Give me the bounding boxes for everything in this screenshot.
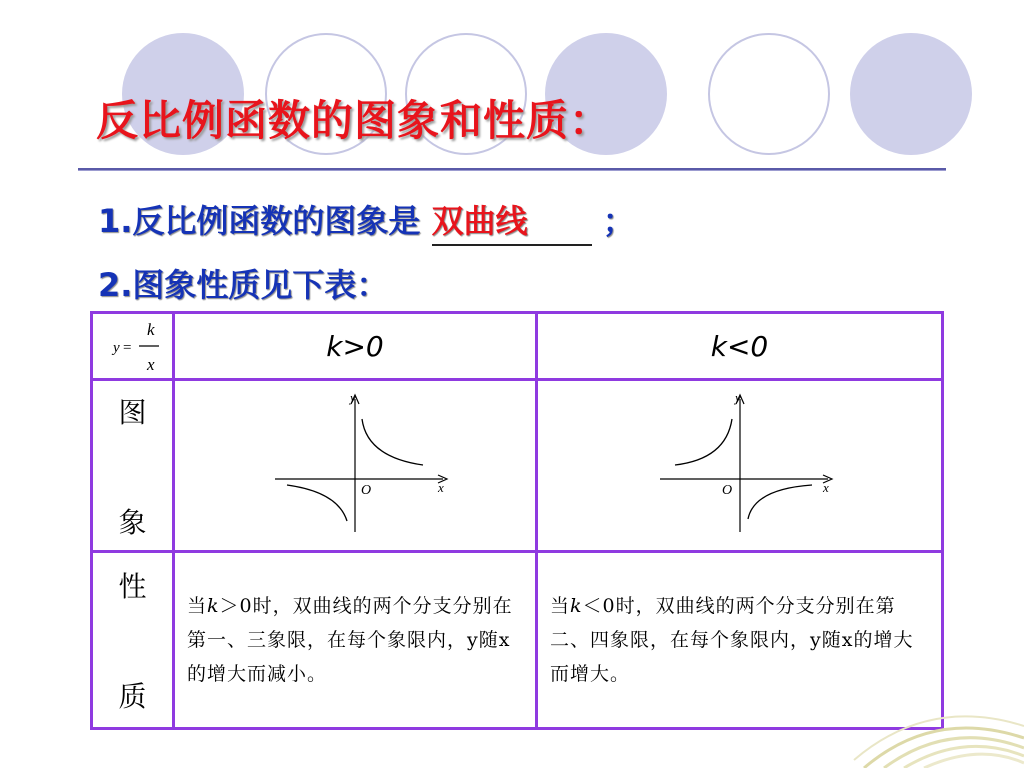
decor-circle	[708, 33, 830, 155]
table-row	[92, 313, 943, 380]
row-head-char: 性	[118, 570, 147, 603]
x-label: x	[438, 479, 444, 495]
formula-numerator: k	[146, 320, 155, 339]
row-head-graph	[92, 380, 174, 552]
header-k-negative: k<0	[537, 313, 943, 380]
branch-quadrant-3	[287, 485, 347, 521]
answer-blank: 双曲线	[432, 196, 592, 246]
prop-text: 当	[550, 595, 571, 617]
statement-1	[98, 196, 635, 246]
row-head-char: 质	[118, 680, 147, 713]
branch-quadrant-4	[748, 485, 812, 519]
statement-1-text: 1.反比例函数的图象是	[98, 202, 421, 240]
slide-title: 反比例函数的图象和性质：	[96, 96, 613, 145]
hyperbola-positive-graph	[255, 389, 455, 539]
graph-k-positive	[174, 380, 537, 552]
formula-lhs: y	[112, 340, 120, 356]
statement-2: 2.图象性质见下表：	[98, 266, 389, 304]
properties-table	[90, 311, 944, 730]
x-label: x	[822, 479, 829, 495]
table-row	[92, 380, 943, 552]
table-row	[92, 552, 943, 729]
hyperbola-negative-graph	[640, 389, 840, 539]
formula	[95, 315, 171, 377]
swoosh-decoration	[824, 668, 1024, 768]
formula-cell	[92, 313, 174, 380]
header-k-positive: k>0	[174, 313, 537, 380]
prop-k: k	[207, 595, 220, 617]
y-label: y	[734, 389, 741, 405]
formula-denominator: x	[146, 355, 155, 374]
y-label: y	[350, 389, 356, 405]
property-k-positive	[174, 552, 537, 729]
row-head-properties	[92, 552, 174, 729]
prop-text: ＜0时，双曲线的两个分支分别在第二、四象限，在每个象限内，y随x的增大而增大。	[550, 595, 914, 685]
prop-text: 当	[187, 595, 208, 617]
title-divider	[78, 168, 946, 171]
decor-circle	[850, 33, 972, 155]
origin-label: O	[361, 482, 372, 498]
graph-k-negative	[537, 380, 943, 552]
branch-quadrant-1	[362, 419, 423, 465]
row-head-char: 象	[118, 505, 147, 539]
row-head-char: 图	[118, 395, 147, 429]
prop-k: k	[570, 595, 583, 617]
statement-1-end: ；	[602, 202, 635, 240]
prop-text: ＞0时，双曲线的两个分支分别在第一、三象限，在每个象限内，y随x的增大而减小。	[187, 595, 513, 685]
branch-quadrant-2	[675, 419, 732, 465]
origin-label: O	[721, 482, 732, 498]
formula-eq: =	[122, 340, 131, 356]
